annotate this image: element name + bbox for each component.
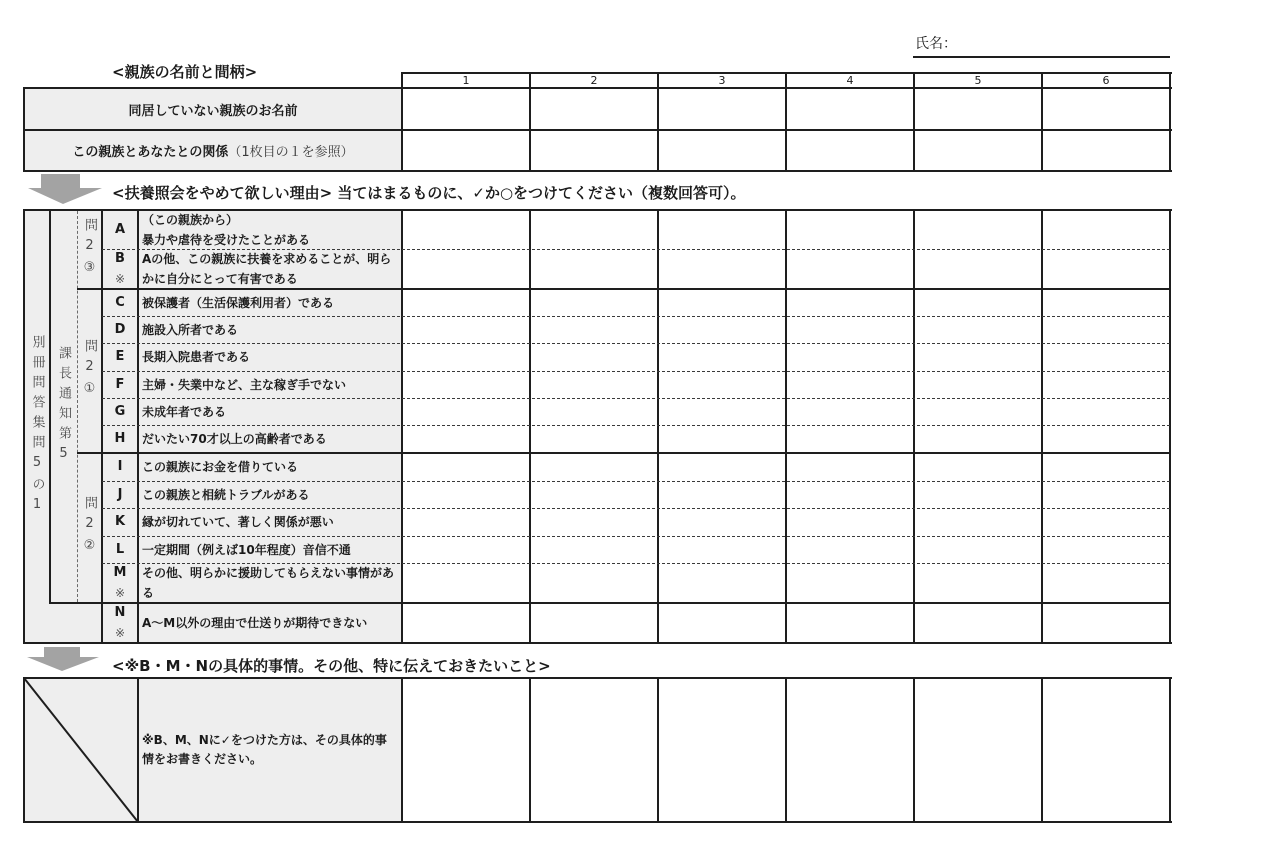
reason-row-f bbox=[102, 371, 1170, 398]
reason-text: 被保護者（生活保護利用者）である bbox=[142, 295, 335, 310]
relative-relation-input-3[interactable] bbox=[658, 130, 786, 171]
grid-line bbox=[23, 209, 25, 644]
grid-line bbox=[23, 642, 1172, 644]
grid-line bbox=[1041, 209, 1043, 644]
check-cell-b-2[interactable] bbox=[530, 249, 658, 289]
reason-text: かに自分にとって有害である bbox=[142, 272, 298, 286]
reason-description bbox=[138, 508, 402, 536]
group-label-text: 問2① bbox=[82, 339, 97, 403]
check-cell-f-6[interactable] bbox=[1042, 371, 1170, 398]
reason-row-e bbox=[102, 343, 1170, 371]
asterisk-mark: ※ bbox=[114, 626, 126, 640]
grid-line bbox=[913, 72, 915, 172]
grid-line bbox=[657, 72, 659, 172]
check-cell-g-2[interactable] bbox=[530, 398, 658, 425]
check-cell-a-5[interactable] bbox=[914, 210, 1042, 249]
down-arrow-icon bbox=[26, 172, 104, 206]
source-label bbox=[24, 210, 50, 643]
reason-letter-text: K bbox=[114, 514, 126, 529]
reason-letter bbox=[102, 536, 138, 563]
check-cell-j-4[interactable] bbox=[786, 481, 914, 508]
reason-text: だいたい70才以上の高齢者である bbox=[142, 432, 327, 446]
group-label-q2-2 bbox=[77, 453, 102, 603]
check-cell-h-3[interactable] bbox=[658, 425, 786, 453]
grid-line-dashed bbox=[77, 211, 78, 602]
check-cell-c-4[interactable] bbox=[786, 289, 914, 316]
grid-line bbox=[657, 209, 659, 644]
reason-letter-text: N bbox=[114, 605, 126, 620]
grid-line-dashed bbox=[102, 563, 1170, 564]
check-cell-j-1[interactable] bbox=[402, 481, 530, 508]
check-cell-e-4[interactable] bbox=[786, 343, 914, 371]
grid-line bbox=[77, 288, 1171, 290]
reason-letter bbox=[102, 453, 138, 481]
check-cell-c-5[interactable] bbox=[914, 289, 1042, 316]
relative-relation-note: （1枚目の１を参照） bbox=[228, 145, 354, 160]
grid-line bbox=[77, 452, 1171, 454]
reason-row-m bbox=[102, 563, 1170, 603]
grid-line bbox=[23, 677, 1172, 679]
reason-letter-text: J bbox=[117, 486, 123, 502]
check-cell-n-5[interactable] bbox=[914, 603, 1042, 643]
check-cell-a-2[interactable] bbox=[530, 210, 658, 249]
check-cell-b-5[interactable] bbox=[914, 249, 1042, 289]
relative-relation-input-2[interactable] bbox=[530, 130, 658, 171]
grid-line-dashed bbox=[102, 508, 1170, 509]
reason-letter-text: D bbox=[114, 321, 126, 337]
grid-line bbox=[23, 677, 25, 823]
reason-letter bbox=[102, 343, 138, 371]
group-label-text: 問2② bbox=[82, 496, 97, 560]
check-cell-l-3[interactable] bbox=[658, 536, 786, 563]
check-cell-e-1[interactable] bbox=[402, 343, 530, 371]
group-label-q2-3 bbox=[77, 210, 102, 289]
reason-description bbox=[138, 249, 402, 289]
grid-line bbox=[529, 677, 531, 823]
relative-name-input-5[interactable] bbox=[914, 88, 1042, 130]
check-cell-c-2[interactable] bbox=[530, 289, 658, 316]
relative-relation-input-5[interactable] bbox=[914, 130, 1042, 171]
relative-relation-input-6[interactable] bbox=[1042, 130, 1170, 171]
reason-row-b bbox=[102, 249, 1170, 289]
check-cell-a-3[interactable] bbox=[658, 210, 786, 249]
grid-line bbox=[49, 209, 51, 604]
relative-name-input-1[interactable] bbox=[402, 88, 530, 130]
column-header-6: 6 bbox=[1102, 74, 1110, 87]
check-cell-f-1[interactable] bbox=[402, 371, 530, 398]
check-cell-m-2[interactable] bbox=[530, 563, 658, 603]
asterisk-mark: ※ bbox=[114, 586, 126, 600]
check-cell-g-4[interactable] bbox=[786, 398, 914, 425]
grid-line bbox=[1169, 72, 1171, 172]
check-cell-n-6[interactable] bbox=[1042, 603, 1170, 643]
check-cell-d-5[interactable] bbox=[914, 316, 1042, 343]
grid-line-dashed bbox=[102, 536, 1170, 537]
grid-line bbox=[137, 677, 139, 823]
grid-line bbox=[401, 677, 403, 823]
column-header-1: 1 bbox=[462, 74, 470, 87]
grid-line bbox=[785, 72, 787, 172]
check-cell-d-6[interactable] bbox=[1042, 316, 1170, 343]
check-cell-m-4[interactable] bbox=[786, 563, 914, 603]
check-cell-l-5[interactable] bbox=[914, 536, 1042, 563]
check-cell-j-2[interactable] bbox=[530, 481, 658, 508]
check-cell-l-1[interactable] bbox=[402, 536, 530, 563]
relative-relation-input-1[interactable] bbox=[402, 130, 530, 171]
reason-text: （この親族から） bbox=[142, 212, 239, 227]
grid-line bbox=[101, 209, 103, 644]
source-label-text: 別冊問答集問5の1 bbox=[29, 334, 45, 519]
reason-letter-text: A bbox=[114, 221, 126, 237]
details-input-3[interactable] bbox=[658, 678, 786, 822]
reason-text: 暴力や虐待を受けたことがある bbox=[142, 232, 311, 247]
check-cell-d-2[interactable] bbox=[530, 316, 658, 343]
reason-text: 主婦・失業中など、主な稼ぎ手でない bbox=[142, 377, 347, 392]
relative-name-input-6[interactable] bbox=[1042, 88, 1170, 130]
down-arrow-icon bbox=[25, 645, 101, 673]
check-cell-h-2[interactable] bbox=[530, 425, 658, 453]
reason-text: る bbox=[142, 586, 155, 600]
check-cell-m-5[interactable] bbox=[914, 563, 1042, 603]
reason-letter-text: B bbox=[115, 251, 125, 266]
check-cell-g-5[interactable] bbox=[914, 398, 1042, 425]
grid-line bbox=[1041, 677, 1043, 823]
reason-row-a bbox=[102, 210, 1170, 249]
reason-letter-text: I bbox=[117, 459, 123, 474]
check-cell-f-2[interactable] bbox=[530, 371, 658, 398]
check-cell-c-6[interactable] bbox=[1042, 289, 1170, 316]
check-cell-n-2[interactable] bbox=[530, 603, 658, 643]
reason-description bbox=[138, 563, 402, 603]
details-note-line: ※B、M、Nに✓をつけた方は、その具体的事 bbox=[142, 733, 387, 747]
grid-line bbox=[657, 677, 659, 823]
details-input-6[interactable] bbox=[1042, 678, 1170, 822]
details-instruction bbox=[138, 678, 402, 822]
reason-letter-text: G bbox=[114, 403, 126, 419]
relative-relation-label-text: この親族とあなたとの関係 bbox=[72, 145, 229, 160]
reason-row-i bbox=[102, 453, 1170, 481]
grid-line bbox=[23, 129, 1172, 131]
name-label: 氏名： bbox=[915, 36, 957, 52]
check-cell-k-2[interactable] bbox=[530, 508, 658, 536]
check-cell-i-5[interactable] bbox=[914, 453, 1042, 481]
grid-line bbox=[23, 87, 1172, 89]
reason-row-c bbox=[102, 289, 1170, 316]
reason-letter bbox=[102, 249, 138, 289]
check-cell-g-1[interactable] bbox=[402, 398, 530, 425]
check-cell-m-3[interactable] bbox=[658, 563, 786, 603]
reason-description bbox=[138, 453, 402, 481]
check-cell-m-6[interactable] bbox=[1042, 563, 1170, 603]
check-cell-c-3[interactable] bbox=[658, 289, 786, 316]
reason-letter bbox=[102, 563, 138, 603]
check-cell-h-5[interactable] bbox=[914, 425, 1042, 453]
reason-letter-text: L bbox=[115, 541, 125, 557]
reason-letter bbox=[102, 316, 138, 343]
grid-line bbox=[23, 209, 1172, 211]
check-cell-d-4[interactable] bbox=[786, 316, 914, 343]
relative-name-input-4[interactable] bbox=[786, 88, 914, 130]
grid-line-dashed bbox=[102, 316, 1170, 317]
check-cell-a-6[interactable] bbox=[1042, 210, 1170, 249]
reason-description bbox=[138, 536, 402, 563]
reasons-instruction: 当てはまるものに、✓か○をつけてください（複数回答可）。 bbox=[337, 184, 746, 202]
reason-text: A～M以外の理由で仕送りが期待できない bbox=[142, 616, 368, 630]
column-header-4: 4 bbox=[846, 74, 854, 87]
relative-name-label-text: 同居していない親族のお名前 bbox=[128, 103, 298, 119]
reason-text: 一定期間（例えば10年程度）音信不通 bbox=[142, 542, 351, 557]
details-input-1[interactable] bbox=[402, 678, 530, 822]
reason-text: 長期入院患者である bbox=[142, 350, 251, 364]
check-cell-i-2[interactable] bbox=[530, 453, 658, 481]
reason-letter-text: C bbox=[115, 294, 125, 310]
reason-letter bbox=[102, 603, 138, 643]
asterisk-mark: ※ bbox=[114, 272, 126, 286]
check-cell-g-6[interactable] bbox=[1042, 398, 1170, 425]
reason-letter bbox=[102, 425, 138, 453]
grid-line bbox=[401, 209, 403, 644]
reason-description bbox=[138, 481, 402, 508]
check-cell-h-6[interactable] bbox=[1042, 425, 1170, 453]
relatives-section-title: <親族の名前と間柄> bbox=[112, 63, 258, 81]
check-cell-f-5[interactable] bbox=[914, 371, 1042, 398]
check-cell-h-1[interactable] bbox=[402, 425, 530, 453]
check-cell-f-4[interactable] bbox=[786, 371, 914, 398]
reason-description bbox=[138, 371, 402, 398]
check-cell-j-5[interactable] bbox=[914, 481, 1042, 508]
reason-text: この親族と相続トラブルがある bbox=[142, 487, 310, 502]
reason-letter bbox=[102, 371, 138, 398]
group-label-text: 問2③ bbox=[82, 217, 97, 282]
check-cell-a-4[interactable] bbox=[786, 210, 914, 249]
check-cell-e-5[interactable] bbox=[914, 343, 1042, 371]
check-cell-k-1[interactable] bbox=[402, 508, 530, 536]
grid-line bbox=[1041, 72, 1043, 172]
check-cell-j-6[interactable] bbox=[1042, 481, 1170, 508]
grid-line-dashed bbox=[102, 343, 1170, 344]
check-cell-a-1[interactable] bbox=[402, 210, 530, 249]
grid-line bbox=[49, 602, 1171, 604]
details-input-5[interactable] bbox=[914, 678, 1042, 822]
grid-line bbox=[785, 677, 787, 823]
check-cell-d-1[interactable] bbox=[402, 316, 530, 343]
reason-row-d bbox=[102, 316, 1170, 343]
check-cell-b-3[interactable] bbox=[658, 249, 786, 289]
reason-text: 縁が切れていて、著しく関係が悪い bbox=[142, 515, 334, 529]
reason-letter-text: M bbox=[113, 565, 127, 580]
details-section-title: <※B・M・Nの具体的事情。その他、特に伝えておきたいこと> bbox=[112, 657, 551, 675]
check-cell-b-6[interactable] bbox=[1042, 249, 1170, 289]
reason-description bbox=[138, 603, 402, 643]
reason-letter bbox=[102, 508, 138, 536]
reason-row-h bbox=[102, 425, 1170, 453]
relative-name-row-label bbox=[24, 88, 402, 130]
check-cell-k-5[interactable] bbox=[914, 508, 1042, 536]
reason-description bbox=[138, 316, 402, 343]
column-header-3: 3 bbox=[718, 74, 726, 87]
check-cell-m-1[interactable] bbox=[402, 563, 530, 603]
name-underline bbox=[913, 56, 1170, 58]
grid-line-dashed bbox=[102, 481, 1170, 482]
check-cell-n-3[interactable] bbox=[658, 603, 786, 643]
reason-letter-text: F bbox=[115, 376, 125, 392]
relative-name-input-2[interactable] bbox=[530, 88, 658, 130]
grid-line bbox=[137, 209, 139, 644]
check-cell-k-3[interactable] bbox=[658, 508, 786, 536]
check-cell-b-1[interactable] bbox=[402, 249, 530, 289]
check-cell-l-2[interactable] bbox=[530, 536, 658, 563]
reason-description bbox=[138, 398, 402, 425]
notice-label bbox=[50, 210, 77, 603]
reason-letter-text: H bbox=[114, 431, 126, 446]
grid-line-dashed bbox=[102, 249, 1170, 250]
reason-description bbox=[138, 210, 402, 249]
reason-text: その他、明らかに援助してもらえない事情があ bbox=[142, 566, 395, 580]
grid-line bbox=[529, 72, 531, 172]
reason-row-g bbox=[102, 398, 1170, 425]
reason-description bbox=[138, 425, 402, 453]
relative-relation-row-label bbox=[24, 130, 402, 171]
check-cell-h-4[interactable] bbox=[786, 425, 914, 453]
check-cell-l-4[interactable] bbox=[786, 536, 914, 563]
check-cell-d-3[interactable] bbox=[658, 316, 786, 343]
reason-text: 施設入所者である bbox=[142, 322, 239, 337]
grid-line bbox=[529, 209, 531, 644]
grid-line bbox=[1169, 677, 1171, 823]
grid-line-dashed bbox=[102, 371, 1170, 372]
reason-text: Aの他、この親族に扶養を求めることが、明ら bbox=[142, 252, 392, 266]
reason-row-n bbox=[102, 603, 1170, 643]
details-input-2[interactable] bbox=[530, 678, 658, 822]
check-cell-j-3[interactable] bbox=[658, 481, 786, 508]
reason-letter bbox=[102, 289, 138, 316]
details-input-4[interactable] bbox=[786, 678, 914, 822]
reason-row-j bbox=[102, 481, 1170, 508]
check-cell-e-3[interactable] bbox=[658, 343, 786, 371]
check-cell-k-4[interactable] bbox=[786, 508, 914, 536]
grid-line bbox=[913, 677, 915, 823]
grid-line bbox=[785, 209, 787, 644]
name-field[interactable] bbox=[962, 34, 1170, 55]
reason-description bbox=[138, 289, 402, 316]
check-cell-b-4[interactable] bbox=[786, 249, 914, 289]
reason-row-k bbox=[102, 508, 1170, 536]
relative-name-input-3[interactable] bbox=[658, 88, 786, 130]
reason-letter-text: E bbox=[115, 349, 125, 364]
grid-line bbox=[23, 170, 1172, 172]
grid-line bbox=[1169, 209, 1171, 644]
reason-letter bbox=[102, 481, 138, 508]
column-header-5: 5 bbox=[974, 74, 982, 87]
check-cell-f-3[interactable] bbox=[658, 371, 786, 398]
diagonal-strike-icon bbox=[24, 678, 138, 822]
relative-relation-input-4[interactable] bbox=[786, 130, 914, 171]
grid-line bbox=[401, 72, 403, 172]
check-cell-c-1[interactable] bbox=[402, 289, 530, 316]
check-cell-k-6[interactable] bbox=[1042, 508, 1170, 536]
reason-row-l bbox=[102, 536, 1170, 563]
check-cell-n-4[interactable] bbox=[786, 603, 914, 643]
grid-line-dashed bbox=[102, 425, 1170, 426]
reason-description bbox=[138, 343, 402, 371]
grid-line bbox=[23, 821, 1172, 823]
check-cell-i-4[interactable] bbox=[786, 453, 914, 481]
check-cell-n-1[interactable] bbox=[402, 603, 530, 643]
grid-line-dashed bbox=[102, 398, 1170, 399]
check-cell-i-6[interactable] bbox=[1042, 453, 1170, 481]
check-cell-e-2[interactable] bbox=[530, 343, 658, 371]
check-cell-l-6[interactable] bbox=[1042, 536, 1170, 563]
check-cell-g-3[interactable] bbox=[658, 398, 786, 425]
grid-line bbox=[23, 87, 25, 172]
reason-text: 未成年者である bbox=[142, 404, 227, 419]
check-cell-i-3[interactable] bbox=[658, 453, 786, 481]
details-note-line: 情をお書きください。 bbox=[142, 752, 263, 766]
reason-letter bbox=[102, 210, 138, 249]
check-cell-e-6[interactable] bbox=[1042, 343, 1170, 371]
notice-label-text: 課長通知第5 bbox=[56, 345, 71, 468]
reason-letter bbox=[102, 398, 138, 425]
reasons-title: <扶養照会をやめて欲しい理由> bbox=[112, 184, 333, 202]
group-label-q2-1 bbox=[77, 289, 102, 453]
reason-text: この親族にお金を借りている bbox=[142, 460, 299, 474]
reasons-section-title bbox=[112, 184, 746, 202]
check-cell-i-1[interactable] bbox=[402, 453, 530, 481]
grid-line bbox=[913, 209, 915, 644]
column-header-2: 2 bbox=[590, 74, 598, 87]
